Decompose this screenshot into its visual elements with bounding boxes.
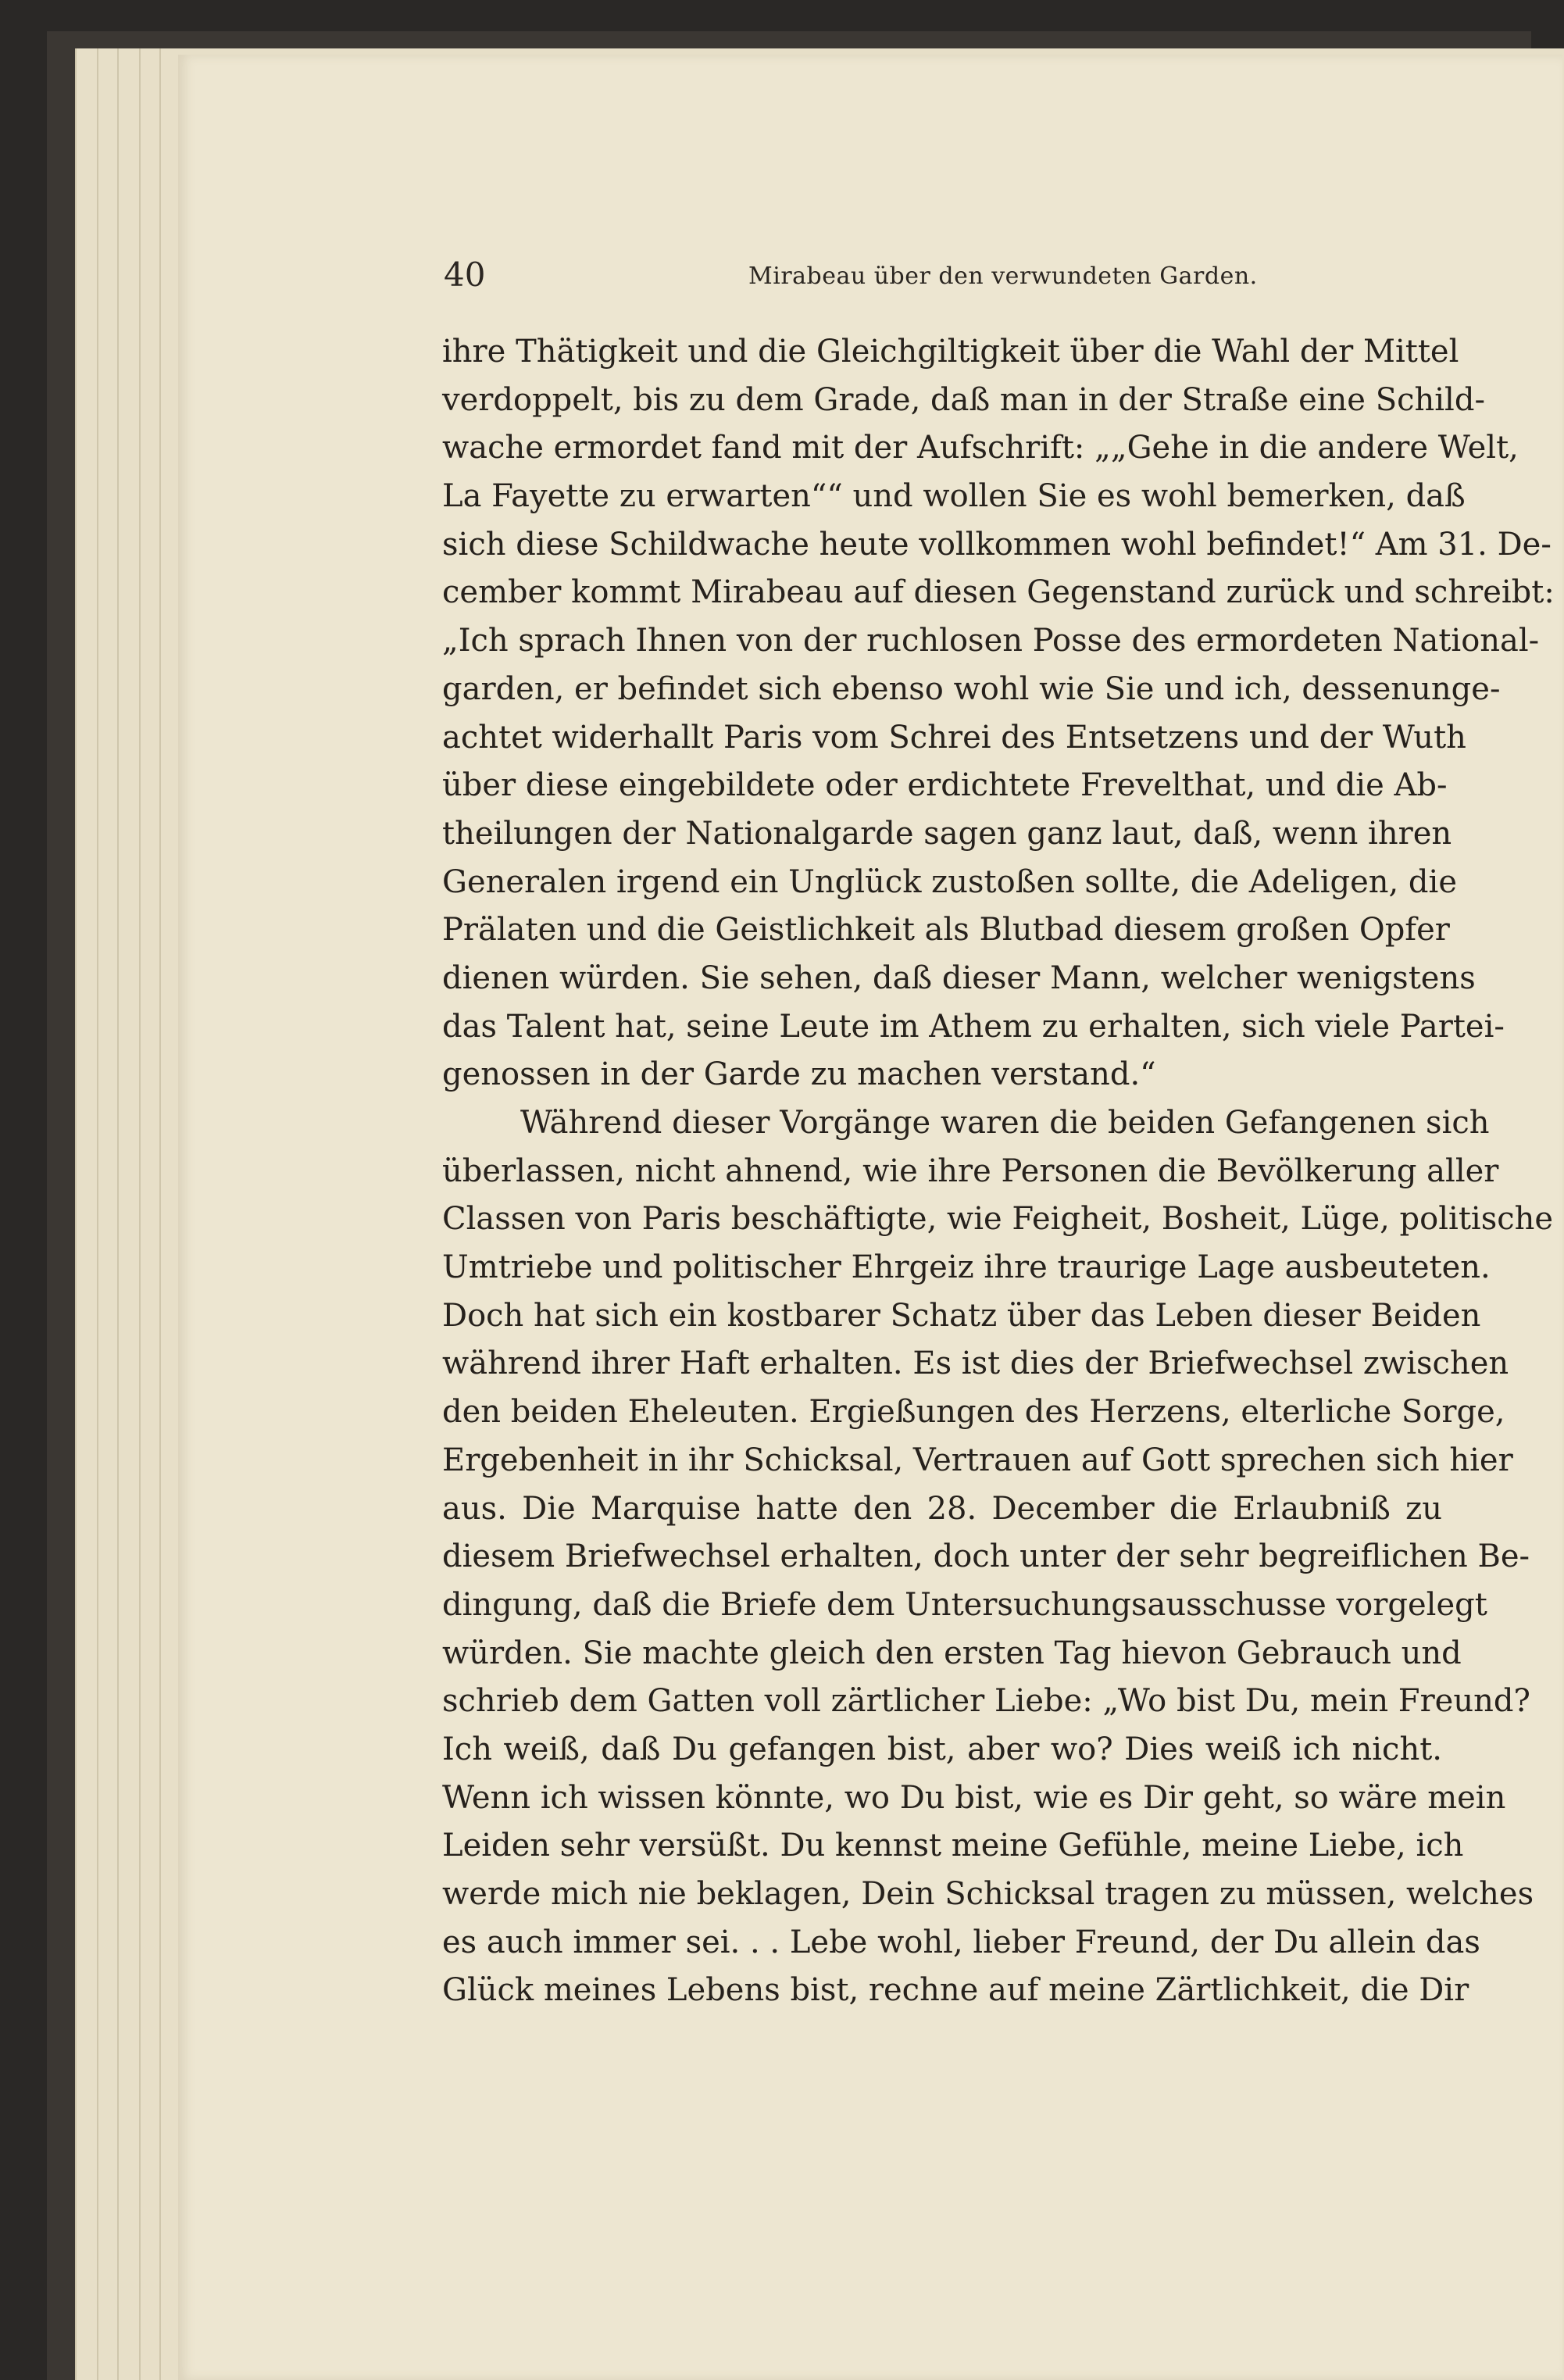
text-line: theilungen der Nationalgarde sagen ganz laut, daß, wenn ihren <box>442 815 1452 852</box>
body-text <box>442 328 1555 2015</box>
text-line: werde mich nie beklagen, Dein Schicksal tragen zu müssen, welches <box>442 1876 1534 1912</box>
text-line: Classen von Paris beschäftigte, wie Feigheit, Bosheit, Lüge, politische <box>442 1201 1554 1238</box>
text-line: Wenn ich wissen könnte, wo Du bist, wie es Dir geht, so wäre mein <box>442 1779 1506 1816</box>
running-title: Mirabeau über den verwundeten Garden. <box>748 263 1258 290</box>
text-line: über diese eingebildete oder erdichtete Frevelthat, und die Ab- <box>442 767 1448 804</box>
text-line: Prälaten und die Geistlichkeit als Blutbad diesem großen Opfer <box>442 912 1450 949</box>
text-line: überlassen, nicht ahnend, wie ihre Personen die Bevölkerung aller <box>442 1152 1499 1189</box>
text-line: würden. Sie machte gleich den ersten Tag hievon Gebrauch und <box>442 1635 1462 1671</box>
text-line: cember kommt Mirabeau auf diesen Gegenstand zurück und schreibt: <box>442 574 1555 611</box>
page-header <box>444 252 1459 298</box>
text-line: während ihrer Haft erhalten. Es ist dies der Briefwechsel zwischen <box>442 1345 1509 1382</box>
text-line: Doch hat sich ein kostbarer Schatz über das Leben dieser Beiden <box>442 1297 1481 1334</box>
text-line: Ich weiß, daß Du gefangen bist, aber wo? Dies weiß ich nicht. <box>442 1731 1442 1767</box>
text-line: Generalen irgend ein Unglück zustoßen sollte, die Adeligen, die <box>442 863 1458 900</box>
text-line: den beiden Eheleuten. Ergießungen des Herzens, elterliche Sorge, <box>442 1394 1505 1431</box>
text-line: La Fayette zu erwarten““ und wollen Sie es wohl bemerken, daß <box>442 478 1466 515</box>
text-line: Glück meines Lebens bist, rechne auf meine Zärtlichkeit, die Dir <box>442 1972 1469 2009</box>
text-line: sich diese Schildwache heute vollkommen wohl befindet!“ Am 31. De- <box>442 526 1552 563</box>
text-line: es auch immer sei. . . Lebe wohl, lieber Freund, der Du allein das <box>442 1924 1480 1960</box>
text-line: achtet widerhallt Paris vom Schrei des Entsetzens und der Wuth <box>442 719 1466 756</box>
text-line: genossen in der Garde zu machen verstand.“ <box>442 1056 1156 1093</box>
text-line: dienen würden. Sie sehen, daß dieser Mann, welcher wenigstens <box>442 960 1476 996</box>
text-line: aus. Die Marquise hatte den 28. December die Erlaubniß zu <box>442 1490 1442 1527</box>
text-line: dingung, daß die Briefe dem Untersuchungsausschusse vorgelegt <box>442 1586 1487 1623</box>
text-line: ihre Thätigkeit und die Gleichgiltigkeit über die Wahl der Mittel <box>442 334 1459 370</box>
text-line: diesem Briefwechsel erhalten, doch unter der sehr begreiflichen Be- <box>442 1538 1530 1575</box>
text-line: schrieb dem Gatten voll zärtlicher Liebe: „Wo bist Du, mein Freund? <box>442 1683 1530 1720</box>
text-line: verdoppelt, bis zu dem Grade, daß man in der Straße eine Schild- <box>442 381 1485 418</box>
text-line: wache ermordet fand mit der Aufschrift: „„Gehe in die andere Welt, <box>442 430 1519 466</box>
text-line: Während dieser Vorgänge waren die beiden Gefangenen sich <box>520 1105 1490 1141</box>
text-line: garden, er befindet sich ebenso wohl wie Sie und ich, dessenunge- <box>442 670 1501 707</box>
text-line: Leiden sehr versüßt. Du kennst meine Gefühle, meine Liebe, ich <box>442 1828 1464 1864</box>
text-line: Umtriebe und politischer Ehrgeiz ihre traurige Lage ausbeuteten. <box>442 1249 1491 1286</box>
text-line: „Ich sprach Ihnen von der ruchlosen Posse des ermordeten National- <box>442 623 1540 659</box>
page-number: 40 <box>444 256 486 294</box>
text-line: Ergebenheit in ihr Schicksal, Vertrauen auf Gott sprechen sich hier <box>442 1442 1513 1478</box>
text-line: das Talent hat, seine Leute im Athem zu erhalten, sich viele Partei- <box>442 1008 1505 1045</box>
